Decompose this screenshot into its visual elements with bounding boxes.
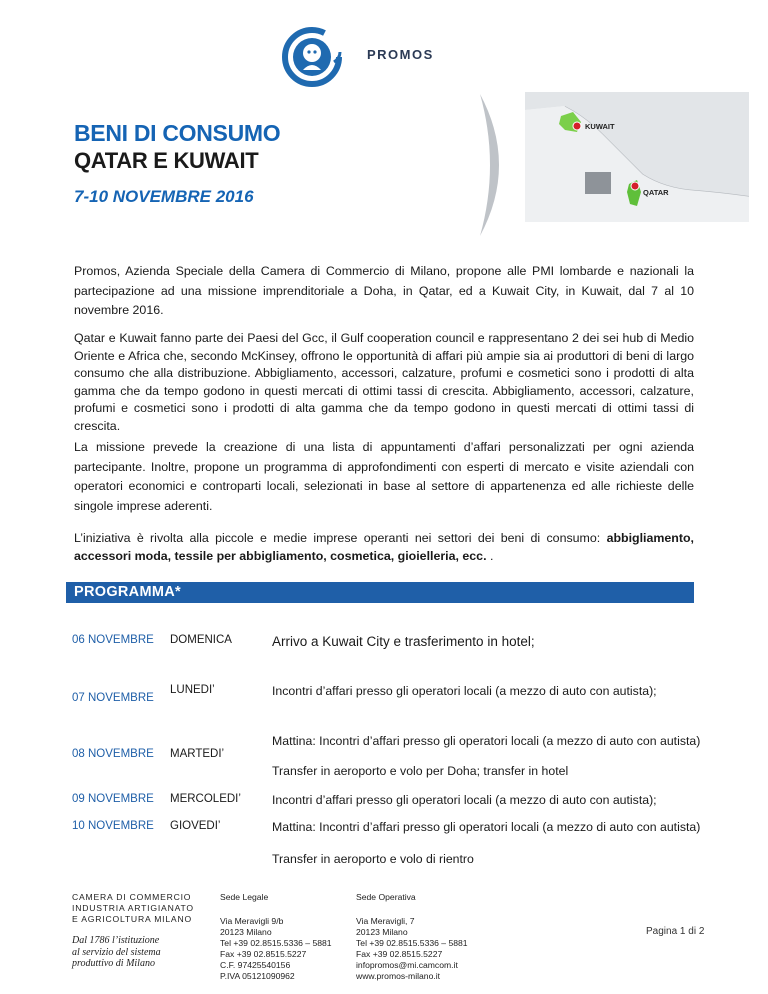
target-intro: L’iniziativa è rivolta alla piccole e medie imprese operanti nei settori dei beni di consumo: bbox=[74, 531, 607, 545]
org-line: E AGRICOLTURA MILANO bbox=[72, 914, 192, 924]
program-date: 08 NOVEMBRE bbox=[72, 748, 154, 760]
org-line: CAMERA DI COMMERCIO bbox=[72, 892, 192, 902]
motto-line: al servizio del sistema bbox=[72, 946, 161, 958]
email-link[interactable]: infopromos@mi.camcom.it bbox=[356, 960, 458, 970]
decorative-bracket bbox=[460, 90, 520, 240]
target-end: . bbox=[486, 548, 494, 563]
sede-operativa-line: Tel +39 02.8515.5336 – 5881 bbox=[356, 938, 468, 948]
sede-operativa-line: Fax +39 02.8515.5227 bbox=[356, 949, 443, 959]
program-activity: Mattina: Incontri d’affari presso gli operatori locali (a mezzo di auto con autista) bbox=[272, 734, 701, 748]
sede-legale-line: Via Meravigli 9/b bbox=[220, 916, 284, 926]
program-activity-secondary: Transfer in aeroporto e volo per Doha; transfer in hotel bbox=[272, 764, 569, 778]
mission-dates: 7-10 NOVEMBRE 2016 bbox=[74, 187, 254, 206]
program-date: 09 NOVEMBRE bbox=[72, 793, 154, 805]
sede-legale-line: 20123 Milano bbox=[220, 927, 272, 937]
programma-banner bbox=[66, 582, 694, 603]
title-block bbox=[74, 120, 280, 207]
footer-organization bbox=[72, 892, 194, 970]
program-date: 06 NOVEMBRE bbox=[72, 634, 154, 646]
page-number: Pagina 1 di 2 bbox=[646, 926, 705, 937]
target-paragraph bbox=[74, 530, 694, 565]
program-day: LUNEDI’ bbox=[170, 684, 215, 696]
motto-line: produttivo di Milano bbox=[72, 958, 155, 969]
sede-operativa-line: 20123 Milano bbox=[356, 927, 408, 937]
org-line: INDUSTRIA ARTIGIANATO bbox=[72, 903, 194, 913]
sede-legale-line: Tel +39 02.8515.5336 – 5881 bbox=[220, 938, 332, 948]
target-sectors: abbigliamento, accessori moda, tessile per abbigliamento, cosmetica, gioielleria, ecc. bbox=[74, 531, 694, 563]
program-date: 07 NOVEMBRE bbox=[72, 692, 154, 704]
footer-sede-operativa bbox=[356, 892, 468, 982]
motto-line: Dal 1786 l’istituzione bbox=[72, 935, 160, 946]
sede-operativa-line: Via Meravigli, 7 bbox=[356, 916, 415, 926]
program-activity: Mattina: Incontri d’affari presso gli operatori locali (a mezzo di auto con autista) bbox=[272, 820, 701, 834]
sede-legale-title: Sede Legale bbox=[220, 892, 269, 902]
mission-paragraph: La missione prevede la creazione di una lista di appuntamenti d’affari personalizzati per ogni azienda partecipante. Inoltre, propone un programma di approfondimenti con esperti di mercato e visite aziendali con operatori economici e controparti locali, selezionati in base al settore di appartenenza ed alle richieste delle singole imprese aderenti. bbox=[74, 440, 694, 513]
title-beni-di-consumo: BENI DI CONSUMO bbox=[74, 120, 281, 146]
program-day: GIOVEDI’ bbox=[170, 820, 221, 832]
promos-emblem-icon bbox=[279, 22, 349, 92]
gulf-map bbox=[525, 92, 749, 222]
intro-paragraph: Promos, Azienda Speciale della Camera di Commercio di Milano, propone alle PMI lombarde e nazionali la partecipazione ad una missione imprenditoriale a Doha, in Qatar, ed a Kuwait City, in Kuwait, dal 7 al 10 novembre 2016. bbox=[74, 264, 694, 317]
website-link[interactable]: www.promos-milano.it bbox=[356, 971, 441, 981]
program-day: DOMENICA bbox=[170, 634, 232, 646]
title-qatar-kuwait: QATAR E KUWAIT bbox=[74, 148, 259, 173]
sede-operativa-title: Sede Operativa bbox=[356, 892, 416, 902]
program-day: MARTEDI’ bbox=[170, 748, 225, 760]
footer-sede-legale bbox=[220, 892, 332, 982]
map-label-kuwait: KUWAIT bbox=[585, 122, 615, 131]
program-activity-secondary: Transfer in aeroporto e volo di rientro bbox=[272, 852, 474, 866]
program-activity: Arrivo a Kuwait City e trasferimento in hotel; bbox=[272, 634, 535, 649]
promos-logo bbox=[279, 22, 469, 92]
programma-heading: PROGRAMMA* bbox=[74, 584, 181, 600]
gcc-paragraph: Qatar e Kuwait fanno parte dei Paesi del Gcc, il Gulf cooperation council e rappresentano 2 dei sei hub di Medio Oriente e Africa che, secondo McKinsey, offrono le opportunità di affari più ampie sia ai produttori di beni di largo consumo che alla distribuzione. Abbigliamento, accessori, calzature, profumi e cosmetici sono i prodotti di alta gamma che da tempo godono in questi mercati di ottimi tassi di crescita. Abbigliamento, accessori, calzature, profumi e cosmetici sono i prodotti di alta gamma che da tempo godono in questi mercati di ottimi tassi di crescita. bbox=[74, 331, 694, 433]
program-day: MERCOLEDI’ bbox=[170, 793, 241, 805]
map-label-qatar: QATAR bbox=[643, 188, 669, 197]
sede-legale-line: C.F. 97425540156 bbox=[220, 960, 291, 970]
program-activity: Incontri d’affari presso gli operatori locali (a mezzo di auto con autista); bbox=[272, 684, 657, 698]
sede-legale-line: Fax +39 02.8515.5227 bbox=[220, 949, 307, 959]
program-date: 10 NOVEMBRE bbox=[72, 820, 154, 832]
program-activity: Incontri d’affari presso gli operatori locali (a mezzo di auto con autista); bbox=[272, 793, 657, 807]
sede-legale-line: P.IVA 05121090962 bbox=[220, 971, 295, 981]
brand-name: PROMOS bbox=[367, 47, 434, 62]
